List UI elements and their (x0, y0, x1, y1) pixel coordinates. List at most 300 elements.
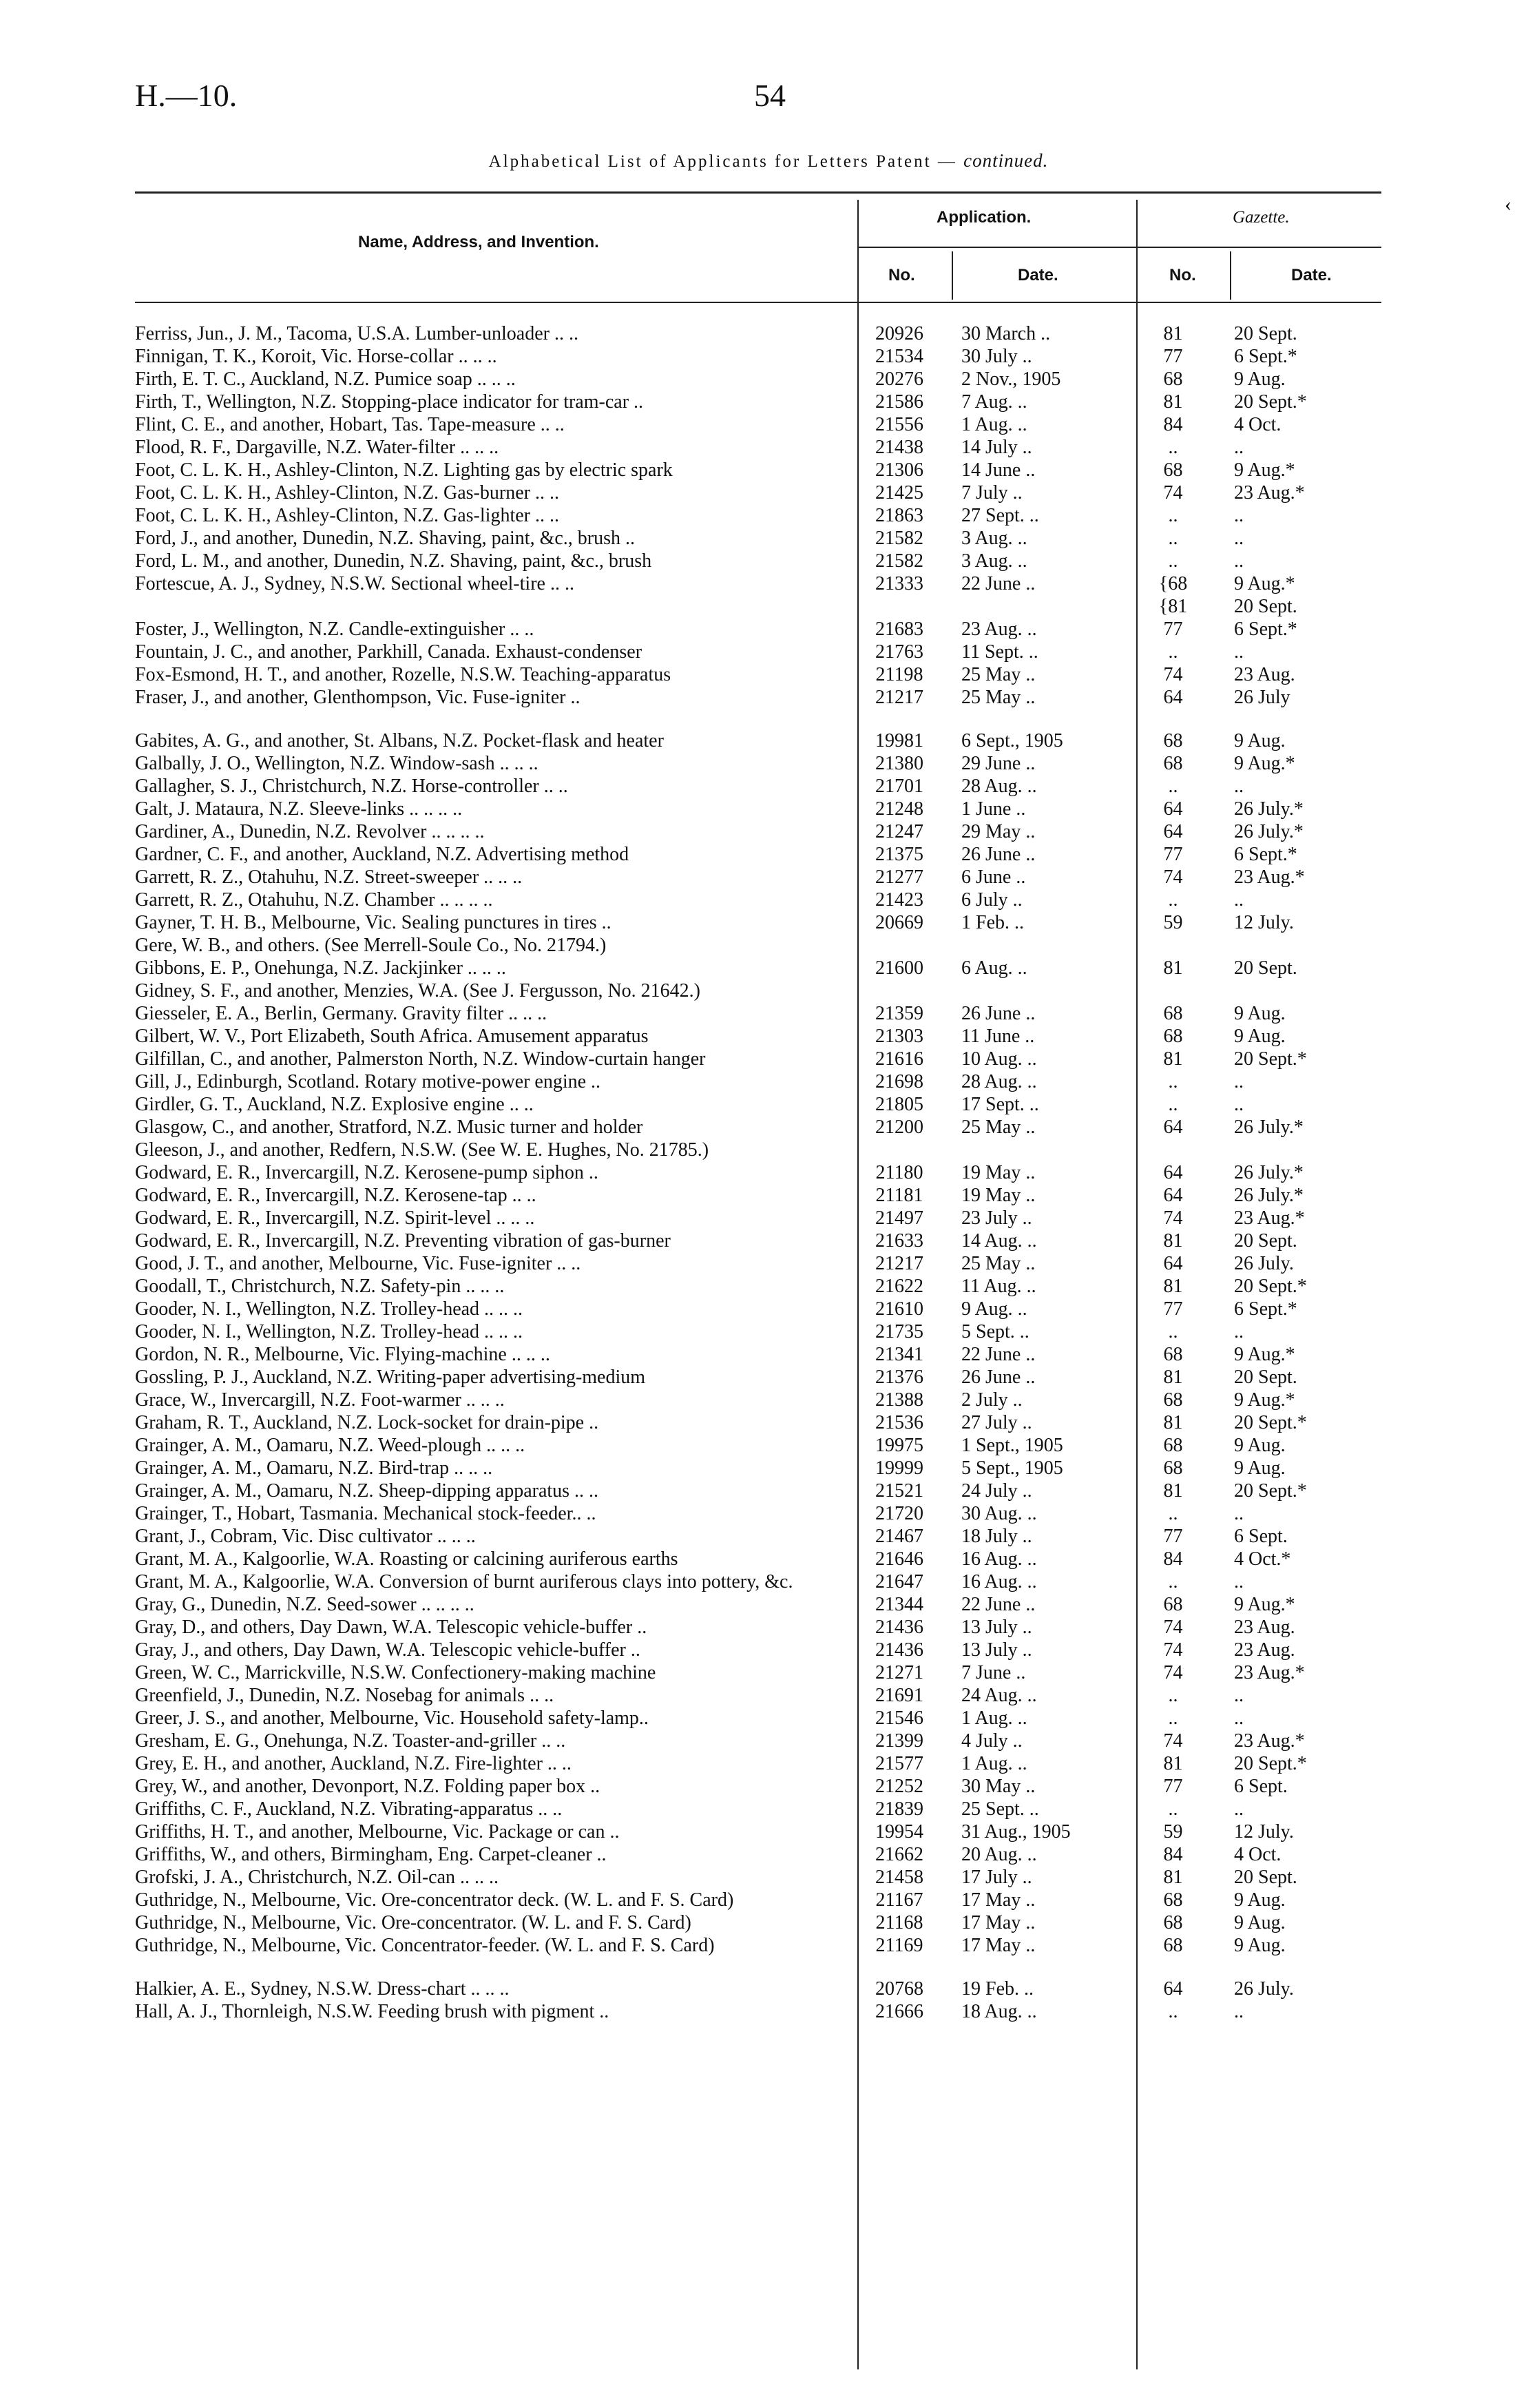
gazette-date: 9 Aug.* (1234, 1344, 1295, 1365)
application-number: 21582 (875, 550, 923, 572)
applicant-name: Graham, R. T., Auckland, N.Z. Lock-socket for drain-pipe .. (135, 1412, 599, 1433)
application-number: 21341 (875, 1344, 923, 1365)
table-row (135, 322, 1406, 345)
gazette-date: .. (1234, 550, 1244, 572)
application-number: 21683 (875, 619, 923, 640)
table-row (135, 1411, 1406, 1434)
gazette-number: 59 (1163, 1821, 1183, 1843)
gazette-number: 68 (1163, 1912, 1183, 1933)
application-date: 6 June .. (961, 866, 1026, 888)
gazette-subrule (1136, 247, 1381, 248)
applicant-name: Grainger, T., Hobart, Tasmania. Mechanical stock-feeder.. .. (135, 1503, 596, 1524)
gazette-date (1216, 979, 1406, 1002)
applicants-rows (135, 322, 1406, 2023)
applicant-name: Gooder, N. I., Wellington, N.Z. Trolley-head .. .. .. (135, 1321, 523, 1342)
application-number: 21425 (875, 482, 923, 504)
gazette-date: 9 Aug. (1234, 1003, 1286, 1024)
table-row (135, 729, 1406, 752)
application-date: 22 June .. (961, 1594, 1036, 1615)
application-number: 21438 (875, 437, 923, 458)
gazette-date: 26 July (1234, 687, 1290, 708)
header-bottom-rule (135, 302, 1381, 303)
applicant-name: Foot, C. L. K. H., Ashley-Clinton, N.Z. Lighting gas by electric spark (135, 459, 673, 481)
application-number: 21423 (875, 889, 923, 911)
application-number: 21633 (875, 1230, 923, 1252)
gazette-number: .. (1168, 550, 1178, 572)
application-number: 20768 (875, 1978, 923, 2000)
application-date: 17 May .. (961, 1889, 1036, 1911)
applicant-name: Gresham, E. G., Onehunga, N.Z. Toaster-and-griller .. .. (135, 1730, 566, 1752)
application-date: 24 July .. (961, 1480, 1032, 1502)
gazette-number: 77 (1163, 844, 1183, 865)
applicant-name: Gardiner, A., Dunedin, N.Z. Revolver .. .. .. .. (135, 821, 485, 842)
gazette-number: 74 (1163, 1662, 1183, 1683)
table-row (135, 504, 1406, 527)
col-header-app-date: Date. (1018, 266, 1058, 284)
applicant-name: Greenfield, J., Dunedin, N.Z. Nosebag for animals .. .. (135, 1685, 554, 1706)
table-row (135, 1207, 1406, 1229)
application-number: 21436 (875, 1639, 923, 1661)
applicant-name: Foster, J., Wellington, N.Z. Candle-extinguisher .. .. (135, 619, 534, 640)
gazette-date: 23 Aug. (1234, 1639, 1295, 1661)
col-header-app-no: No. (888, 266, 915, 284)
application-number: 21662 (875, 1844, 923, 1865)
applicant-name: Hall, A. J., Thornleigh, N.S.W. Feeding brush with pigment .. (135, 2001, 609, 2022)
gazette-number: 59 (1163, 912, 1183, 933)
table-row (135, 1343, 1406, 1366)
application-date: 7 July .. (961, 482, 1023, 504)
gap-cell (135, 1957, 1406, 1978)
gazette-date: .. (1234, 437, 1244, 458)
table-row (135, 663, 1406, 686)
table-row (135, 436, 1406, 459)
applicant-name: Guthridge, N., Melbourne, Vic. Ore-concentrator. (W. L. and F. S. Card) (135, 1912, 691, 1933)
application-date: 14 Aug. .. (961, 1230, 1037, 1252)
table-row (135, 1480, 1406, 1502)
table-row (135, 889, 1406, 911)
application-date: 24 Aug. .. (961, 1685, 1037, 1706)
gazette-number: 64 (1163, 1162, 1183, 1183)
gazette-number: .. (1168, 1571, 1178, 1592)
table-row (135, 911, 1406, 934)
table-row (135, 1707, 1406, 1730)
application-number: 21863 (875, 505, 923, 526)
applicant-name: Goodall, T., Christchurch, N.Z. Safety-pin .. .. .. (135, 1276, 505, 1297)
applicant-name: Ford, J., and another, Dunedin, N.Z. Shaving, paint, &c., brush .. (135, 528, 636, 549)
gazette-number (1130, 1139, 1216, 1161)
gazette-date: 9 Aug.* 20 Sept. (1234, 573, 1297, 617)
gazette-date (1216, 934, 1406, 957)
application-date: 26 June .. (961, 1367, 1036, 1388)
application-date: 9 Aug. .. (961, 1298, 1027, 1320)
gazette-number: 64 (1163, 687, 1183, 708)
applicant-name: Gilbert, W. V., Port Elizabeth, South Africa. Amusement apparatus (135, 1026, 649, 1047)
table-row (135, 550, 1406, 572)
application-date: 17 May .. (961, 1912, 1036, 1933)
application-date: 26 June .. (961, 844, 1036, 865)
applicant-name: Foot, C. L. K. H., Ashley-Clinton, N.Z. Gas-burner .. .. (135, 482, 559, 504)
application-number: 21582 (875, 528, 923, 549)
gazette-number: 84 (1163, 1844, 1183, 1865)
application-date: 6 Aug. .. (961, 957, 1027, 979)
table-row (135, 1275, 1406, 1298)
gazette-number: 68 (1163, 1026, 1183, 1047)
applicant-name: Grainger, A. M., Oamaru, N.Z. Weed-plough .. .. .. (135, 1435, 525, 1456)
table-row (135, 979, 1406, 1002)
application-date: 11 Aug. .. (961, 1276, 1036, 1297)
application-date: 19 Feb. .. (961, 1978, 1034, 2000)
application-date: 13 July .. (961, 1639, 1032, 1661)
applicant-name: Gossling, P. J., Auckland, N.Z. Writing-paper advertising-medium (135, 1367, 646, 1388)
applicant-name: Foot, C. L. K. H., Ashley-Clinton, N.Z. Gas-lighter .. .. (135, 505, 559, 526)
table-row (135, 1889, 1406, 1911)
table-row (135, 1525, 1406, 1548)
applicant-name: Gidney, S. F., and another, Menzies, W.A. (See J. Fergusson, No. 21642.) (135, 980, 701, 1001)
applicant-name: Glasgow, C., and another, Stratford, N.Z. Music turner and holder (135, 1117, 643, 1138)
gazette-number: {68 {81 (1158, 573, 1188, 617)
gazette-date: 20 Sept. (1234, 1367, 1297, 1388)
application-date: 29 June .. (961, 753, 1036, 774)
applicant-name: Gardner, C. F., and another, Auckland, N.Z. Advertising method (135, 844, 629, 865)
application-date: 16 Aug. .. (961, 1571, 1037, 1592)
application-date: 23 July .. (961, 1207, 1032, 1229)
applicant-name: Grey, W., and another, Devonport, N.Z. Folding paper box .. (135, 1776, 600, 1797)
table-row (135, 798, 1406, 820)
gazette-number: 68 (1163, 1389, 1183, 1411)
applicant-name: Halkier, A. E., Sydney, N.S.W. Dress-chart .. .. .. (135, 1978, 510, 2000)
applicant-name: Firth, T., Wellington, N.Z. Stopping-place indicator for tram-car .. (135, 391, 644, 413)
table-row (135, 843, 1406, 866)
col-header-gaz-no: No. (1169, 266, 1196, 284)
gazette-date: 20 Sept. (1234, 1230, 1297, 1252)
application-number: 21375 (875, 844, 923, 865)
application-date: 30 July .. (961, 346, 1032, 367)
applicant-name: Garrett, R. Z., Otahuhu, N.Z. Chamber .. .. .. .. (135, 889, 493, 911)
gazette-date: .. (1234, 1094, 1244, 1115)
gazette-number: 68 (1163, 1435, 1183, 1456)
applicant-name: Gill, J., Edinburgh, Scotland. Rotary motive-power engine .. (135, 1071, 601, 1092)
table-row (135, 1025, 1406, 1048)
applicant-name: Guthridge, N., Melbourne, Vic. Ore-concentrator deck. (W. L. and F. S. Card) (135, 1889, 734, 1911)
gazette-date (1216, 1139, 1406, 1161)
table-row (135, 1934, 1406, 1957)
application-number: 21271 (875, 1662, 923, 1683)
application-date: 28 Aug. .. (961, 1071, 1037, 1092)
gazette-date: 26 July.* (1234, 1185, 1304, 1206)
application-date: 18 Aug. .. (961, 2001, 1037, 2022)
applicant-name: Firth, E. T. C., Auckland, N.Z. Pumice soap .. .. .. (135, 369, 516, 390)
gazette-number: .. (1168, 1321, 1178, 1342)
gazette-date: .. (1234, 528, 1244, 549)
applicant-name: Gray, G., Dunedin, N.Z. Seed-sower .. .. .. .. (135, 1594, 474, 1615)
gazette-number: .. (1168, 1094, 1178, 1115)
application-date: 1 June .. (961, 798, 1026, 820)
gazette-number: 81 (1163, 1367, 1183, 1388)
gazette-number: 68 (1163, 459, 1183, 481)
gazette-date: 6 Sept. (1234, 1526, 1288, 1547)
gazette-date: 23 Aug.* (1234, 1207, 1305, 1229)
application-date (948, 979, 1130, 1002)
table-row (135, 1252, 1406, 1275)
gazette-number: 68 (1163, 730, 1183, 751)
table-row (135, 752, 1406, 775)
application-number: 21497 (875, 1207, 923, 1229)
document-reference: H.—10. (135, 78, 238, 113)
gazette-date: 26 July.* (1234, 798, 1304, 820)
gazette-number: .. (1168, 437, 1178, 458)
application-date: 6 July .. (961, 889, 1023, 911)
table-row (135, 1593, 1406, 1616)
title-text: Alphabetical List of Applicants for Letters Patent (488, 152, 932, 171)
application-number: 21805 (875, 1094, 923, 1115)
gazette-date: 20 Sept.* (1234, 1412, 1307, 1433)
gazette-date: 20 Sept. (1234, 1867, 1297, 1888)
table-row (135, 641, 1406, 663)
gazette-number: 64 (1163, 1978, 1183, 2000)
gazette-date: 23 Aug. (1234, 664, 1295, 685)
application-date (948, 934, 1130, 957)
application-date: 28 Aug. .. (961, 776, 1037, 797)
table-row (135, 1978, 1406, 2000)
application-number: 21666 (875, 2001, 923, 2022)
application-number: 21691 (875, 1685, 923, 1706)
applicant-name: Godward, E. R., Invercargill, N.Z. Kerosene-tap .. .. (135, 1185, 536, 1206)
table-row (135, 686, 1406, 709)
section-gap (135, 709, 1406, 729)
table-row (135, 391, 1406, 413)
application-number: 21167 (875, 1889, 923, 1911)
gap-cell (135, 709, 1406, 729)
gazette-number: 74 (1163, 1730, 1183, 1752)
application-date: 19 May .. (961, 1162, 1036, 1183)
application-number: 21556 (875, 414, 923, 435)
applicant-name: Finnigan, T. K., Koroit, Vic. Horse-collar .. .. .. (135, 346, 497, 367)
application-date: 26 June .. (961, 1003, 1036, 1024)
gazette-date: 9 Aug. (1234, 730, 1286, 751)
gazette-number: 84 (1163, 414, 1183, 435)
applicant-name: Griffiths, H. T., and another, Melbourne, Vic. Package or can .. (135, 1821, 620, 1843)
gazette-date: 20 Sept. (1234, 323, 1297, 344)
gazette-number: 77 (1163, 619, 1183, 640)
application-number: 21546 (875, 1708, 923, 1729)
applicant-name: Gordon, N. R., Melbourne, Vic. Flying-machine .. .. .. (135, 1344, 550, 1365)
gazette-number: 81 (1163, 957, 1183, 979)
table-row (135, 345, 1406, 368)
applicant-name: Godward, E. R., Invercargill, N.Z. Kerosene-pump siphon .. (135, 1162, 598, 1183)
gazette-date: 4 Oct. (1234, 1844, 1282, 1865)
applicant-name: Gabites, A. G., and another, St. Albans, N.Z. Pocket-flask and heater (135, 730, 664, 751)
gazette-number: .. (1168, 889, 1178, 911)
application-date: 23 Aug. .. (961, 619, 1037, 640)
gazette-number: 68 (1163, 1457, 1183, 1479)
gazette-number: 68 (1163, 369, 1183, 390)
gazette-date: 23 Aug. (1234, 1617, 1295, 1638)
application-number: 21217 (875, 687, 923, 708)
table-row (135, 1093, 1406, 1116)
gazette-date: 9 Aug. (1234, 1935, 1286, 1956)
gazette-number: .. (1168, 776, 1178, 797)
application-date (948, 1139, 1130, 1161)
application-date: 30 March .. (961, 323, 1051, 344)
application-number: 21247 (875, 821, 923, 842)
col-header-gazette: Gazette. (1233, 208, 1290, 227)
table-row (135, 1298, 1406, 1320)
applicant-name: Galt, J. Mataura, N.Z. Sleeve-links .. .. .. .. (135, 798, 463, 820)
col-header-name: Name, Address, and Invention. (358, 233, 599, 251)
gazette-date: 4 Oct.* (1234, 1548, 1291, 1570)
application-number: 21536 (875, 1412, 923, 1433)
gazette-number: 68 (1163, 1003, 1183, 1024)
application-number: 21399 (875, 1730, 923, 1752)
gazette-number: 77 (1163, 1776, 1183, 1797)
application-number: 21467 (875, 1526, 923, 1547)
application-date: 3 Aug. .. (961, 528, 1027, 549)
application-date: 4 July .. (961, 1730, 1023, 1752)
table-row (135, 459, 1406, 481)
application-date: 10 Aug. .. (961, 1048, 1037, 1070)
application-number (851, 1139, 948, 1161)
table-row (135, 413, 1406, 436)
table-row (135, 1548, 1406, 1570)
gazette-date: 9 Aug.* (1234, 1594, 1295, 1615)
gazette-date: 26 July. (1234, 1253, 1294, 1274)
table-row (135, 1639, 1406, 1661)
application-number: 21577 (875, 1753, 923, 1774)
application-date: 5 Sept., 1905 (961, 1457, 1063, 1479)
application-number: 21380 (875, 753, 923, 774)
application-date: 17 Sept. .. (961, 1094, 1039, 1115)
applicant-name: Garrett, R. Z., Otahuhu, N.Z. Street-sweeper .. .. .. (135, 866, 523, 888)
gazette-date: .. (1234, 889, 1244, 911)
applicant-name: Grey, E. H., and another, Auckland, N.Z. Fire-lighter .. .. (135, 1753, 572, 1774)
application-number: 21622 (875, 1276, 923, 1297)
table-row (135, 1866, 1406, 1889)
table-row (135, 368, 1406, 391)
application-date: 1 Feb. .. (961, 912, 1024, 933)
gazette-number: 74 (1163, 866, 1183, 888)
table-row (135, 1798, 1406, 1820)
application-date: 11 Sept. .. (961, 641, 1038, 663)
applicant-name: Godward, E. R., Invercargill, N.Z. Preventing vibration of gas-burner (135, 1230, 671, 1252)
application-date: 2 July .. (961, 1389, 1023, 1411)
table-row (135, 934, 1406, 957)
gazette-date: 9 Aug. (1234, 1435, 1286, 1456)
gazette-date: 9 Aug. (1234, 1026, 1286, 1047)
applicant-name: Gibbons, E. P., Onehunga, N.Z. Jackjinker .. .. .. (135, 957, 506, 979)
gazette-date: 9 Aug.* (1234, 459, 1295, 481)
application-number: 19954 (875, 1821, 923, 1843)
gazette-number: 81 (1163, 391, 1183, 413)
gazette-number: 77 (1163, 1526, 1183, 1547)
gazette-number: 74 (1163, 1617, 1183, 1638)
application-date: 27 July .. (961, 1412, 1032, 1433)
gazette-number: 64 (1163, 1117, 1183, 1138)
gazette-number: .. (1168, 1503, 1178, 1524)
gazette-date: 6 Sept.* (1234, 619, 1297, 640)
table-row (135, 1661, 1406, 1684)
gazette-number: .. (1168, 528, 1178, 549)
gazette-date: 6 Sept.* (1234, 1298, 1297, 1320)
application-date: 30 May .. (961, 1776, 1036, 1797)
gazette-date: 20 Sept.* (1234, 1048, 1307, 1070)
gazette-date: 4 Oct. (1234, 414, 1282, 435)
col-header-application: Application. (937, 208, 1032, 227)
gazette-date: .. (1234, 1708, 1244, 1729)
applicant-name: Gayner, T. H. B., Melbourne, Vic. Sealing punctures in tires .. (135, 912, 611, 933)
gazette-date: 23 Aug.* (1234, 1662, 1305, 1683)
application-number: 19981 (875, 730, 923, 751)
application-date: 7 June .. (961, 1662, 1026, 1683)
margin-mark: ‹ (1505, 193, 1512, 216)
application-date: 25 May .. (961, 687, 1036, 708)
gazette-number (1130, 979, 1216, 1002)
table-row (135, 1775, 1406, 1798)
application-number: 21534 (875, 346, 923, 367)
table-row (135, 618, 1406, 641)
table-row (135, 1002, 1406, 1025)
table-row (135, 1911, 1406, 1934)
gazette-date: .. (1234, 1503, 1244, 1524)
application-number: 21168 (875, 1912, 923, 1933)
application-number: 21200 (875, 1117, 923, 1138)
application-date: 30 Aug. .. (961, 1503, 1037, 1524)
application-number: 21376 (875, 1367, 923, 1388)
application-date: 25 Sept. .. (961, 1798, 1039, 1820)
gazette-date: .. (1234, 641, 1244, 663)
application-number: 21344 (875, 1594, 923, 1615)
gazette-date: 9 Aug. (1234, 1889, 1286, 1911)
gazette-date: .. (1234, 1798, 1244, 1820)
gazette-number: 81 (1163, 1480, 1183, 1502)
application-date: 22 June .. (961, 573, 1036, 594)
gazette-number: 81 (1163, 1753, 1183, 1774)
table-row (135, 1843, 1406, 1866)
gazette-date: 23 Aug.* (1234, 1730, 1305, 1752)
application-date: 16 Aug. .. (961, 1548, 1037, 1570)
application-date: 17 May .. (961, 1935, 1036, 1956)
applicant-name: Grofski, J. A., Christchurch, N.Z. Oil-can .. .. .. (135, 1867, 499, 1888)
gazette-date: 26 July.* (1234, 821, 1304, 842)
table-row (135, 2000, 1406, 2023)
application-date: 25 May .. (961, 664, 1036, 685)
gazette-number: .. (1168, 505, 1178, 526)
table-row (135, 1616, 1406, 1639)
application-date: 13 July .. (961, 1617, 1032, 1638)
gazette-number: 77 (1163, 1298, 1183, 1320)
gazette-date: 26 July.* (1234, 1117, 1304, 1138)
applicant-name: Griffiths, W., and others, Birmingham, Eng. Carpet-cleaner .. (135, 1844, 607, 1865)
applicant-name: Fraser, J., and another, Glenthompson, Vic. Fuse-igniter .. (135, 687, 581, 708)
applicant-name: Gallagher, S. J., Christchurch, N.Z. Horse-controller .. .. (135, 776, 568, 797)
gazette-number: 77 (1163, 346, 1183, 367)
application-subrule (857, 247, 1136, 248)
gazette-date: 6 Sept. (1234, 1776, 1288, 1797)
gazette-number: .. (1168, 1685, 1178, 1706)
application-date: 27 Sept. .. (961, 505, 1039, 526)
table-row (135, 1502, 1406, 1525)
table-row (135, 1070, 1406, 1093)
application-date: 5 Sept. .. (961, 1321, 1029, 1342)
application-number: 21458 (875, 1867, 923, 1888)
gazette-number: .. (1168, 1071, 1178, 1092)
gazette-date: 9 Aug.* (1234, 753, 1295, 774)
table-row (135, 866, 1406, 889)
application-number: 21698 (875, 1071, 923, 1092)
table-row (135, 1434, 1406, 1457)
applicant-name: Ferriss, Jun., J. M., Tacoma, U.S.A. Lumber-unloader .. .. (135, 323, 578, 344)
application-date: 14 June .. (961, 459, 1036, 481)
gazette-date: 12 July. (1234, 912, 1294, 933)
